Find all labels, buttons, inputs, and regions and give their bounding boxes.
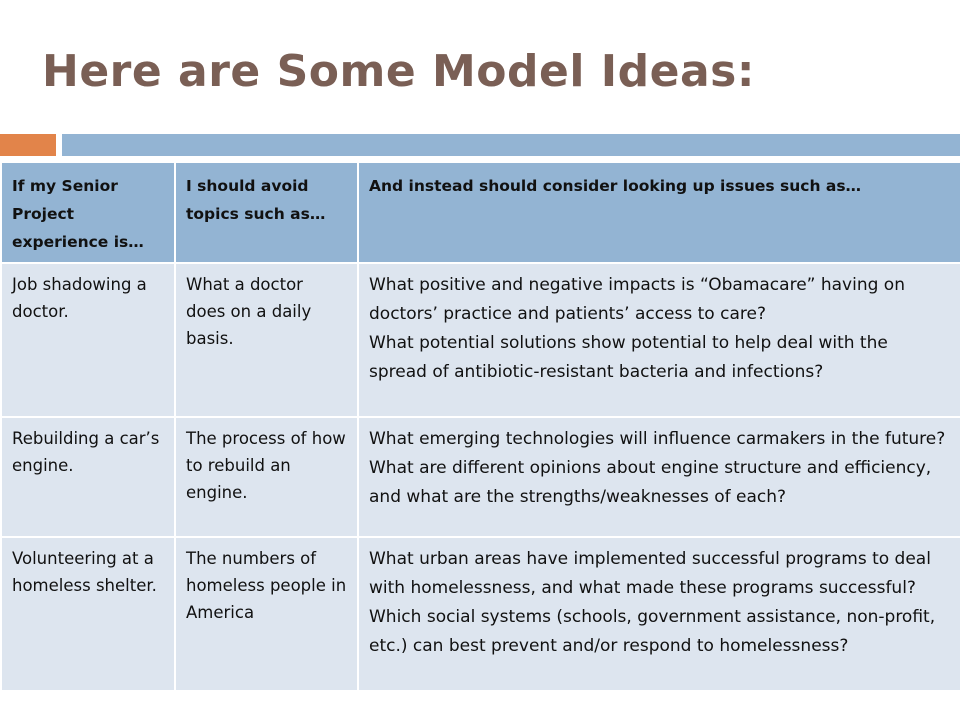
cell-text-line: Volunteering at a [12, 548, 154, 568]
header-consider: And instead should consider looking up issues such as… [359, 163, 960, 262]
table-header-row [2, 163, 960, 262]
cell-text-line: engine. [186, 483, 248, 503]
cell-experience [2, 538, 174, 690]
cell-text-line: doctor. [12, 302, 69, 321]
cell-avoid: The numbers of homeless people in America [176, 538, 357, 690]
question-text: What potential solutions show potential to help deal with the spread of antibiotic-resistant bacteria and infections? [369, 333, 888, 382]
cell-experience: Rebuilding a car’s engine. [2, 418, 174, 536]
cell-consider [359, 538, 960, 690]
question-text: What emerging technologies will influence carmakers in the future? [369, 429, 946, 450]
model-ideas-table [0, 161, 960, 692]
cell-consider [359, 418, 960, 536]
accent-bar-orange [0, 134, 56, 156]
question-text: What positive and negative impacts is “Obamacare” having on doctors’ practice and patients’ access to care? [369, 275, 905, 324]
cell-avoid [176, 418, 357, 536]
cell-experience [2, 264, 174, 416]
cell-text-line: The process of how to rebuild an [186, 429, 346, 476]
cell-avoid: What a doctor does on a daily basis. [176, 264, 357, 416]
table-row [2, 264, 960, 416]
question-text: What are different opinions about engine structure and efficiency, and what are the strengths/weaknesses of each? [369, 458, 932, 508]
question-text: What urban areas have implemented successful programs to deal with homelessness, and what made these programs successful? [369, 548, 931, 598]
table-row [2, 418, 960, 536]
cell-text-line: Job shadowing a [12, 275, 147, 294]
slide-title: Here are Some Model Ideas: [42, 46, 755, 97]
accent-bar-blue [62, 134, 960, 156]
cell-text-line: homeless shelter. [12, 575, 157, 595]
header-experience: If my Senior Project experience is… [2, 163, 174, 262]
cell-consider [359, 264, 960, 416]
table-row [2, 538, 960, 690]
header-avoid: I should avoid topics such as… [176, 163, 357, 262]
question-text: Which social systems (schools, government assistance, non-profit, etc.) can best prevent and/or respond to homelessness? [369, 606, 936, 656]
